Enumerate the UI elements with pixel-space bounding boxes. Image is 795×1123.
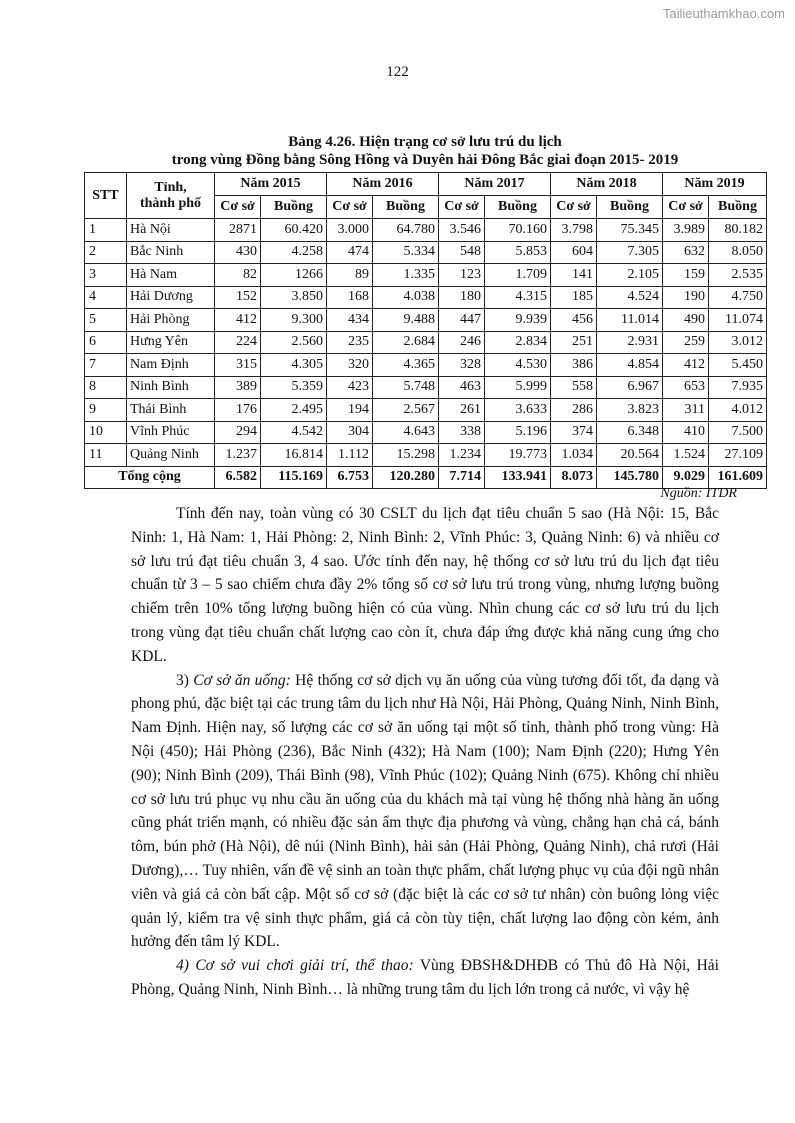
cell-co-so: 474 <box>327 241 373 264</box>
cell-buong: 3.850 <box>261 286 327 309</box>
header-buong: Buồng <box>709 196 767 219</box>
table-row <box>85 241 767 264</box>
cell-province: Vĩnh Phúc <box>127 421 215 444</box>
cell-co-so: 456 <box>551 309 597 332</box>
cell-co-so: 159 <box>663 264 709 287</box>
cell-province: Bắc Ninh <box>127 241 215 264</box>
header-buong: Buồng <box>485 196 551 219</box>
cell-co-so: 386 <box>551 354 597 377</box>
header-year: Năm 2016 <box>327 173 439 196</box>
cell-co-so: 168 <box>327 286 373 309</box>
cell-stt: 9 <box>85 399 127 422</box>
cell-buong: 2.834 <box>485 331 551 354</box>
cell-co-so: 261 <box>439 399 485 422</box>
header-year: Năm 2018 <box>551 173 663 196</box>
table-row <box>85 309 767 332</box>
total-buong: 115.169 <box>261 466 327 489</box>
table-row <box>85 331 767 354</box>
cell-buong: 7.305 <box>597 241 663 264</box>
paragraph <box>131 954 719 1002</box>
cell-province: Hải Dương <box>127 286 215 309</box>
cell-province: Thái Bình <box>127 399 215 422</box>
cell-buong: 5.334 <box>373 241 439 264</box>
cell-co-so: 1.034 <box>551 444 597 467</box>
cell-buong: 11.074 <box>709 309 767 332</box>
cell-stt: 5 <box>85 309 127 332</box>
cell-buong: 4.258 <box>261 241 327 264</box>
cell-co-so: 123 <box>439 264 485 287</box>
cell-co-so: 190 <box>663 286 709 309</box>
cell-buong: 75.345 <box>597 219 663 242</box>
cell-buong: 15.298 <box>373 444 439 467</box>
cell-province: Ninh Bình <box>127 376 215 399</box>
cell-co-so: 434 <box>327 309 373 332</box>
cell-co-so: 320 <box>327 354 373 377</box>
table-source: Nguồn: ITDR <box>660 486 737 501</box>
header-stt: STT <box>85 173 127 219</box>
table-row <box>85 219 767 242</box>
cell-buong: 2.567 <box>373 399 439 422</box>
total-co-so: 6.582 <box>215 466 261 489</box>
header-province <box>127 173 215 219</box>
cell-co-so: 304 <box>327 421 373 444</box>
table-row <box>85 421 767 444</box>
cell-co-so: 3.989 <box>663 219 709 242</box>
caption-line-2: trong vùng Đồng bằng Sông Hồng và Duyên hải Đông Bắc giai đoạn 2015- 2019 <box>171 152 679 168</box>
cell-buong: 7.935 <box>709 376 767 399</box>
cell-co-so: 1.524 <box>663 444 709 467</box>
cell-co-so: 653 <box>663 376 709 399</box>
cell-co-so: 251 <box>551 331 597 354</box>
cell-buong: 4.750 <box>709 286 767 309</box>
cell-co-so: 389 <box>215 376 261 399</box>
paragraph-text: Vùng ĐBSH&DHĐB có Thủ đô Hà Nội, Hải Phòng, Quảng Ninh, Ninh Bình… là những trung tâm du lịch lớn trong cả nước, vì vậy hệ <box>131 957 719 998</box>
header-province-line2: thành phố <box>139 195 202 211</box>
cell-buong: 1.709 <box>485 264 551 287</box>
cell-co-so: 141 <box>551 264 597 287</box>
header-year: Năm 2019 <box>663 173 767 196</box>
total-co-so: 7.714 <box>439 466 485 489</box>
cell-buong: 2.684 <box>373 331 439 354</box>
table-row <box>85 354 767 377</box>
cell-buong: 20.564 <box>597 444 663 467</box>
cell-buong: 1266 <box>261 264 327 287</box>
cell-buong: 3.633 <box>485 399 551 422</box>
cell-co-so: 463 <box>439 376 485 399</box>
total-co-so: 6.753 <box>327 466 373 489</box>
header-year: Năm 2015 <box>215 173 327 196</box>
cell-stt: 6 <box>85 331 127 354</box>
cell-buong: 8.050 <box>709 241 767 264</box>
cell-co-so: 338 <box>439 421 485 444</box>
cell-co-so: 1.112 <box>327 444 373 467</box>
watermark: Tailieuthamkhao.com <box>662 6 785 21</box>
cell-co-so: 1.237 <box>215 444 261 467</box>
cell-buong: 7.500 <box>709 421 767 444</box>
header-co-so: Cơ sở <box>439 196 485 219</box>
cell-stt: 3 <box>85 264 127 287</box>
cell-buong: 5.450 <box>709 354 767 377</box>
header-buong: Buồng <box>597 196 663 219</box>
cell-co-so: 235 <box>327 331 373 354</box>
cell-buong: 9.300 <box>261 309 327 332</box>
paragraph-heading: Cơ sở ăn uống: <box>193 671 291 689</box>
total-buong: 145.780 <box>597 466 663 489</box>
cell-buong: 4.542 <box>261 421 327 444</box>
cell-co-so: 294 <box>215 421 261 444</box>
cell-buong: 2.560 <box>261 331 327 354</box>
total-buong: 120.280 <box>373 466 439 489</box>
cell-province: Quảng Ninh <box>127 444 215 467</box>
cell-buong: 4.012 <box>709 399 767 422</box>
cell-buong: 2.495 <box>261 399 327 422</box>
cell-co-so: 246 <box>439 331 485 354</box>
cell-co-so: 412 <box>663 354 709 377</box>
cell-buong: 5.359 <box>261 376 327 399</box>
cell-buong: 5.853 <box>485 241 551 264</box>
cell-stt: 7 <box>85 354 127 377</box>
header-co-so: Cơ sở <box>663 196 709 219</box>
cell-co-so: 89 <box>327 264 373 287</box>
cell-co-so: 490 <box>663 309 709 332</box>
cell-co-so: 180 <box>439 286 485 309</box>
paragraph-prefix: 3) <box>176 671 194 689</box>
header-year: Năm 2017 <box>439 173 551 196</box>
cell-buong: 6.967 <box>597 376 663 399</box>
caption-line-1: Bảng 4.26. Hiện trạng cơ sở lưu trú du lịch <box>288 134 562 150</box>
table-row <box>85 444 767 467</box>
cell-co-so: 259 <box>663 331 709 354</box>
header-buong: Buồng <box>261 196 327 219</box>
total-co-so: 9.029 <box>663 466 709 489</box>
cell-co-so: 632 <box>663 241 709 264</box>
cell-buong: 4.854 <box>597 354 663 377</box>
cell-co-so: 315 <box>215 354 261 377</box>
cell-stt: 10 <box>85 421 127 444</box>
cell-stt: 4 <box>85 286 127 309</box>
cell-stt: 1 <box>85 219 127 242</box>
table-caption <box>80 133 770 169</box>
cell-co-so: 224 <box>215 331 261 354</box>
table-row <box>85 376 767 399</box>
header-province-line1: Tỉnh, <box>154 179 187 195</box>
cell-co-so: 412 <box>215 309 261 332</box>
cell-co-so: 82 <box>215 264 261 287</box>
cell-buong: 3.823 <box>597 399 663 422</box>
cell-buong: 2.931 <box>597 331 663 354</box>
cell-buong: 27.109 <box>709 444 767 467</box>
cell-buong: 4.530 <box>485 354 551 377</box>
cell-buong: 70.160 <box>485 219 551 242</box>
cell-buong: 11.014 <box>597 309 663 332</box>
table-row <box>85 399 767 422</box>
body-text <box>131 502 719 1002</box>
accommodation-table <box>84 172 767 489</box>
cell-buong: 80.182 <box>709 219 767 242</box>
header-co-so: Cơ sở <box>215 196 261 219</box>
header-co-so: Cơ sở <box>551 196 597 219</box>
cell-co-so: 286 <box>551 399 597 422</box>
header-buong: Buồng <box>373 196 439 219</box>
cell-buong: 5.999 <box>485 376 551 399</box>
cell-buong: 3.012 <box>709 331 767 354</box>
cell-co-so: 311 <box>663 399 709 422</box>
cell-co-so: 3.000 <box>327 219 373 242</box>
cell-buong: 2.535 <box>709 264 767 287</box>
cell-co-so: 1.234 <box>439 444 485 467</box>
cell-province: Nam Định <box>127 354 215 377</box>
cell-buong: 1.335 <box>373 264 439 287</box>
cell-buong: 4.038 <box>373 286 439 309</box>
cell-stt: 11 <box>85 444 127 467</box>
cell-stt: 8 <box>85 376 127 399</box>
cell-co-so: 558 <box>551 376 597 399</box>
paragraph-heading: 4) Cơ sở vui chơi giải trí, thể thao: <box>176 957 414 975</box>
cell-co-so: 604 <box>551 241 597 264</box>
cell-buong: 5.196 <box>485 421 551 444</box>
table-row <box>85 264 767 287</box>
cell-co-so: 410 <box>663 421 709 444</box>
cell-province: Hà Nội <box>127 219 215 242</box>
cell-co-so: 185 <box>551 286 597 309</box>
total-label: Tổng cộng <box>85 466 215 489</box>
total-co-so: 8.073 <box>551 466 597 489</box>
cell-co-so: 194 <box>327 399 373 422</box>
cell-buong: 9.939 <box>485 309 551 332</box>
cell-buong: 2.105 <box>597 264 663 287</box>
cell-buong: 4.365 <box>373 354 439 377</box>
cell-buong: 4.524 <box>597 286 663 309</box>
cell-province: Hải Phòng <box>127 309 215 332</box>
table-row <box>85 286 767 309</box>
cell-co-so: 430 <box>215 241 261 264</box>
cell-co-so: 3.546 <box>439 219 485 242</box>
page-number: 122 <box>386 64 409 80</box>
total-buong: 133.941 <box>485 466 551 489</box>
paragraph: Tính đến nay, toàn vùng có 30 CSLT du lịch đạt tiêu chuẩn 5 sao (Hà Nội: 15, Bắc Ninh: 1, Hà Nam: 1, Hải Phòng: 2, Ninh Bình: 2, Vĩnh Phúc: 3, Quảng Ninh: 6) và nhiều cơ sở lưu trú đạt tiêu chuẩn 3, 4 sao. Ước tính đến nay, hệ thống cơ sở lưu trú du lịch đạt tiêu chuẩn từ 3 – 5 sao chiếm chưa đầy 2% tổng số cơ sở lưu trú trong vùng, nhưng lượng buồng chiếm trên 10% tổng lượng buồng hiện có của vùng. Nhìn chung các cơ sở lưu trú du lịch trong vùng đạt tiêu chuẩn chất lượng cao còn ít, chưa đáp ứng được khả năng cung ứng cho KDL. <box>131 505 719 665</box>
paragraph <box>131 669 719 955</box>
cell-buong: 5.748 <box>373 376 439 399</box>
cell-province: Hà Nam <box>127 264 215 287</box>
cell-province: Hưng Yên <box>127 331 215 354</box>
cell-co-so: 447 <box>439 309 485 332</box>
cell-buong: 4.305 <box>261 354 327 377</box>
cell-buong: 9.488 <box>373 309 439 332</box>
paragraph-text: Hệ thống cơ sở dịch vụ ăn uống của vùng tương đối tốt, đa dạng và phong phú, đặc biệt tại các trung tâm du lịch như Hà Nội, Hải Phòng, Quảng Ninh, Ninh Bình, Nam Định. Hiện nay, số lượng các cơ sở ăn uống tại một số tỉnh, thành phố trong vùng: Hà Nội (450); Hải Phòng (236), Bắc Ninh (432); Hà Nam (100); Nam Định (220); Hưng Yên (90); Ninh Bình (209), Thái Bình (98), Vĩnh Phúc (102); Quảng Ninh (675). Không chỉ nhiều cơ sở lưu trú phục vụ nhu cầu ăn uống của du khách mà tại vùng hệ thống nhà hàng ăn uống cũng phát triển mạnh, có nhiều đặc sản ẩm thực địa phương và vùng, chẳng hạn chả cá, bánh tôm, bún phở (Hà Nội), dê núi (Ninh Bình), hải sản (Hải Phòng, Quảng Ninh), chả rươi (Hải Dương),… Tuy nhiên, vấn đề vệ sinh an toàn thực phẩm, chất lượng phục vụ của đội ngũ nhân viên và giá cả còn bất cập. Một số cơ sở (đặc biệt là các cơ sở tư nhân) còn buông lỏng việc quản lý, kiểm tra vệ sinh thực phẩm, giá cả còn tùy tiện, chất lượng lao động còn kém, ảnh hưởng đến tâm lý KDL. <box>131 671 719 951</box>
cell-stt: 2 <box>85 241 127 264</box>
cell-co-so: 328 <box>439 354 485 377</box>
cell-co-so: 374 <box>551 421 597 444</box>
cell-co-so: 3.798 <box>551 219 597 242</box>
cell-co-so: 2871 <box>215 219 261 242</box>
cell-co-so: 548 <box>439 241 485 264</box>
cell-buong: 19.773 <box>485 444 551 467</box>
total-buong: 161.609 <box>709 466 767 489</box>
cell-co-so: 152 <box>215 286 261 309</box>
cell-buong: 6.348 <box>597 421 663 444</box>
cell-buong: 4.315 <box>485 286 551 309</box>
cell-buong: 4.643 <box>373 421 439 444</box>
cell-co-so: 176 <box>215 399 261 422</box>
header-co-so: Cơ sở <box>327 196 373 219</box>
cell-buong: 64.780 <box>373 219 439 242</box>
cell-buong: 60.420 <box>261 219 327 242</box>
cell-buong: 16.814 <box>261 444 327 467</box>
cell-co-so: 423 <box>327 376 373 399</box>
